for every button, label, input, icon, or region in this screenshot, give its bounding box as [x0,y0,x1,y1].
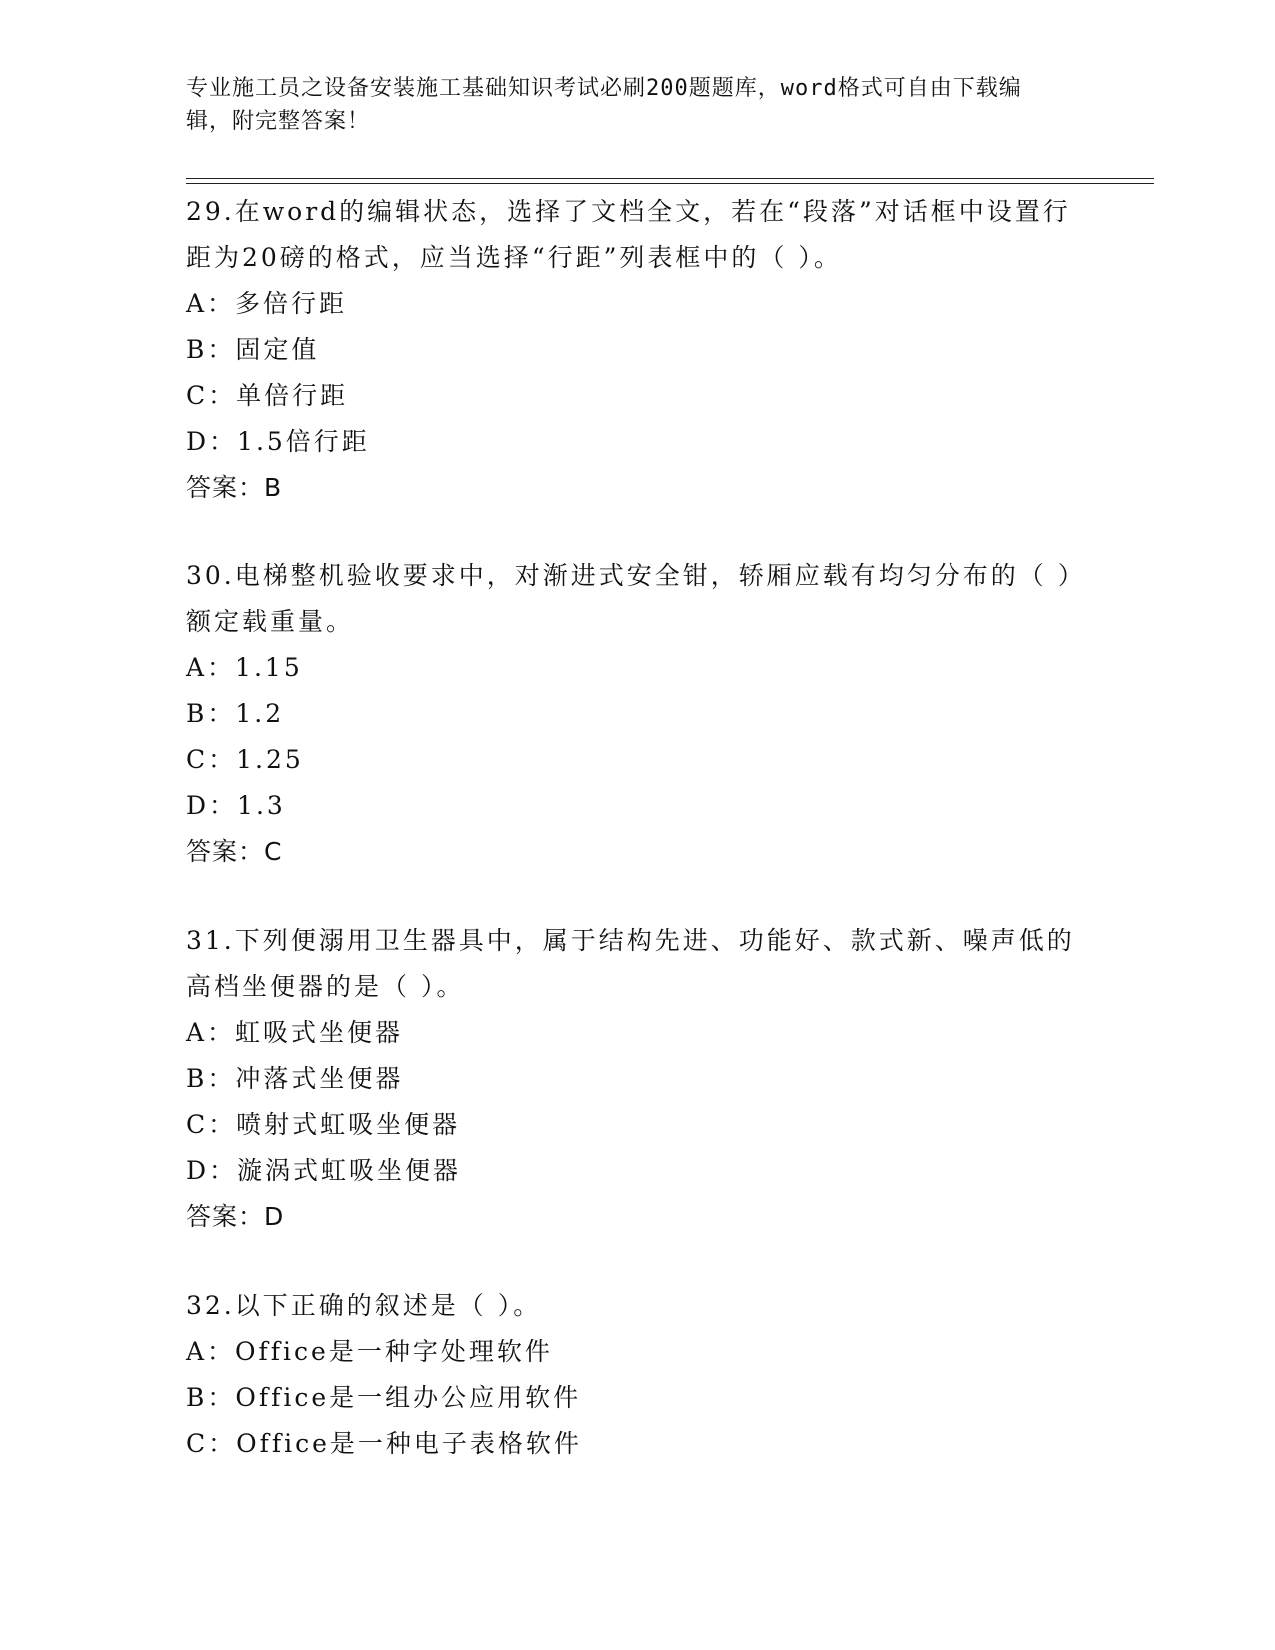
question-stem: 29.在word的编辑状态，选择了文档全文，若在“段落”对话框中设置行距为20磅的格式，应当选择“行距”列表框中的（ ）。 [186,197,1071,272]
document-header: 专业施工员之设备安装施工基础知识考试必刷200题题库，word格式可自由下载编辑，附完整答案！ [186,76,1022,134]
option-a: A：多倍行距 [186,289,348,318]
question-stem: 31.下列便溺用卫生器具中，属于结构先进、功能好、款式新、噪声低的高档坐便器的是（ ）。 [186,926,1075,1001]
question-stem: 32.以下正确的叙述是（ ）。 [186,1291,542,1320]
option-b: B：冲落式坐便器 [186,1064,404,1093]
question-29 [186,189,1086,511]
option-d: D：1.3 [186,791,286,820]
option-b: B：Office是一组办公应用软件 [186,1383,582,1412]
option-a: A：虹吸式坐便器 [186,1018,404,1047]
answer-line: 答案：D [186,1202,285,1231]
option-list [186,281,1086,465]
option-c: C：喷射式虹吸坐便器 [186,1110,461,1139]
option-b: B：1.2 [186,699,285,728]
answer-line: 答案：C [186,837,283,866]
option-a: A：1.15 [186,653,303,682]
answer-line: 答案：B [186,473,283,502]
question-31 [186,918,1086,1240]
header-divider-bottom [186,183,1154,184]
header-divider-top [186,178,1154,179]
option-d: D：漩涡式虹吸坐便器 [186,1156,462,1185]
option-list [186,645,1086,829]
question-stem: 30.电梯整机验收要求中，对渐进式安全钳，轿厢应载有均匀分布的（ ）额定载重量。 [186,561,1086,636]
option-d: D：1.5倍行距 [186,427,370,456]
question-30 [186,553,1086,875]
option-c: C：1.25 [186,745,304,774]
option-b: B：固定值 [186,335,320,364]
question-32 [186,1283,1086,1467]
option-a: A：Office是一种字处理软件 [186,1337,553,1366]
option-list [186,1329,1086,1467]
option-c: C：Office是一种电子表格软件 [186,1429,582,1458]
option-c: C：单倍行距 [186,381,349,410]
option-list [186,1010,1086,1194]
